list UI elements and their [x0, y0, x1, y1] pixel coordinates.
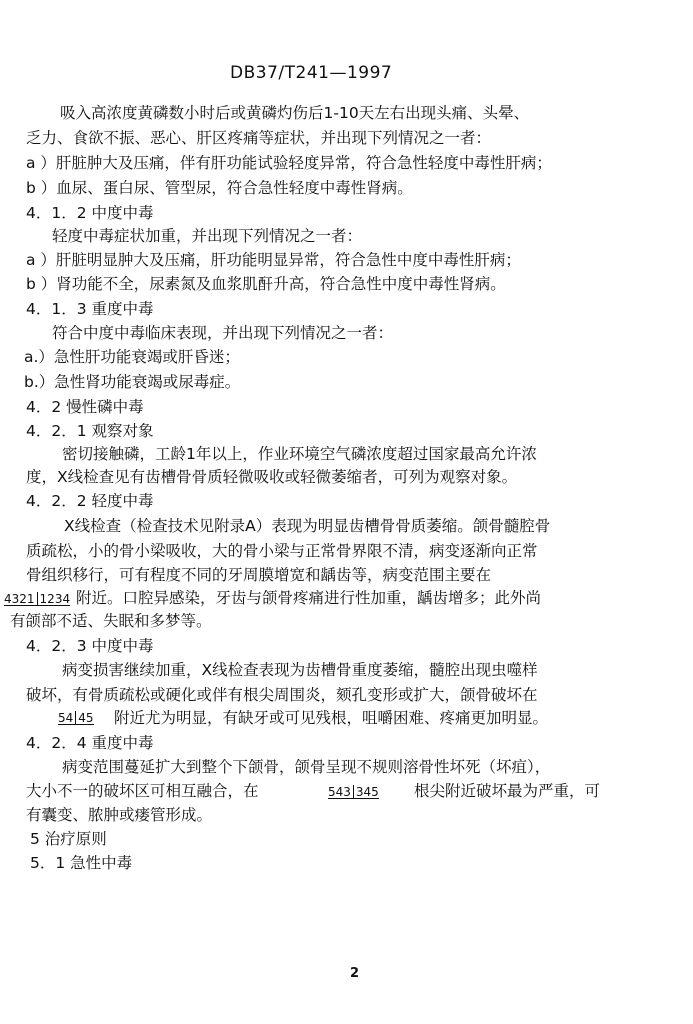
paragraph-line: 附近。口腔异感染，牙齿与颌骨疼痛进行性加重，龋齿增多；此外尚	[76, 589, 542, 607]
list-item: b.）急性肾功能衰竭或尿毒症。	[24, 373, 241, 391]
document-header: DB37/T241—1997	[230, 63, 393, 83]
tooth-notation	[328, 785, 379, 799]
tooth-notation-right: 45	[75, 711, 93, 725]
list-item: a ）肝脏肿大及压痛，伴有肝功能试验轻度异常，符合急性轻度中毒性肝病；	[26, 154, 552, 172]
paragraph-line: 符合中度中毒临床表现，并出现下列情况之一者：	[52, 324, 394, 342]
paragraph-line: 大小不一的破坏区可相互融合，在	[26, 782, 259, 800]
paragraph-line: 病变范围蔓延扩大到整个下颌骨，颌骨呈现不规则溶骨性坏死（坏疽），	[62, 758, 551, 776]
section-heading: 4．2．4 重度中毒	[26, 734, 154, 752]
paragraph-line: 有囊变、脓肿或瘘管形成。	[26, 806, 213, 824]
list-item: b ）肾功能不全，尿素氮及血浆肌酐升高，符合急性中度中毒性肾病。	[26, 275, 506, 293]
tooth-notation-right: 1234	[37, 592, 71, 606]
paragraph-line: 质疏松，小的骨小梁吸收，大的骨小梁与正常骨界限不清，病变逐渐向正常	[26, 542, 538, 560]
tooth-notation	[58, 711, 94, 725]
list-item: a ）肝脏明显肿大及压痛，肝功能明显异常，符合急性中度中毒性肝病；	[26, 251, 521, 269]
paragraph-line: 有颌部不适、失眠和多梦等。	[10, 612, 212, 630]
tooth-notation-left: 543	[328, 785, 351, 799]
tooth-notation	[4, 592, 70, 606]
page-number: 2	[350, 966, 360, 981]
list-item: b ）血尿、蛋白尿、管型尿，符合急性轻度中毒性肾病。	[26, 179, 413, 197]
section-heading: 5．1 急性中毒	[30, 854, 133, 872]
section-heading: 4．2．2 轻度中毒	[26, 492, 154, 510]
paragraph-line: 轻度中毒症状加重，并出现下列情况之一者：	[52, 227, 363, 245]
tooth-notation-right: 345	[353, 785, 379, 799]
paragraph-line: 根尖附近破坏最为严重，可	[414, 782, 601, 800]
paragraph-line: 骨组织移行，可有程度不同的牙周膜增宽和龋齿等，病变范围主要在	[26, 566, 492, 584]
list-item: a.）急性肝功能衰竭或肝昏迷；	[24, 348, 240, 366]
paragraph-line: 密切接触磷，工龄1年以上，作业环境空气磷浓度超过国家最高允许浓	[62, 445, 537, 463]
tooth-notation-left: 54	[58, 711, 74, 725]
section-heading: 4．2．1 观察对象	[26, 422, 154, 440]
section-heading: 4．2 慢性磷中毒	[26, 398, 144, 416]
paragraph-line: 破坏，有骨质疏松或硬化或伴有根尖周围炎，颏孔变形或扩大，颌骨破坏在	[26, 686, 538, 704]
paragraph-line: 吸入高浓度黄磷数小时后或黄磷灼伤后1-10天左右出现头痛、头晕、	[60, 104, 530, 122]
tooth-notation-left: 4321	[4, 592, 35, 606]
section-heading: 4．1．2 中度中毒	[26, 204, 154, 222]
section-heading: 4．1．3 重度中毒	[26, 300, 154, 318]
paragraph-line: 乏力、食欲不振、恶心、肝区疼痛等症状，并出现下列情况之一者：	[26, 129, 492, 147]
section-heading: 4．2．3 中度中毒	[26, 637, 154, 655]
paragraph-line: X线检查（检查技术见附录A）表现为明显齿槽骨骨质萎缩。颌骨髓腔骨	[64, 517, 551, 535]
section-heading: 5 治疗原则	[30, 830, 107, 848]
paragraph-line: 附近尤为明显，有缺牙或可见残根，咀嚼困难、疼痛更加明显。	[114, 709, 549, 727]
paragraph-line: 度，X线检查见有齿槽骨骨质轻微吸收或轻微萎缩者，可列为观察对象。	[26, 468, 518, 486]
paragraph-line: 病变损害继续加重，X线检查表现为齿槽骨重度萎缩，髓腔出现虫噬样	[62, 661, 538, 679]
